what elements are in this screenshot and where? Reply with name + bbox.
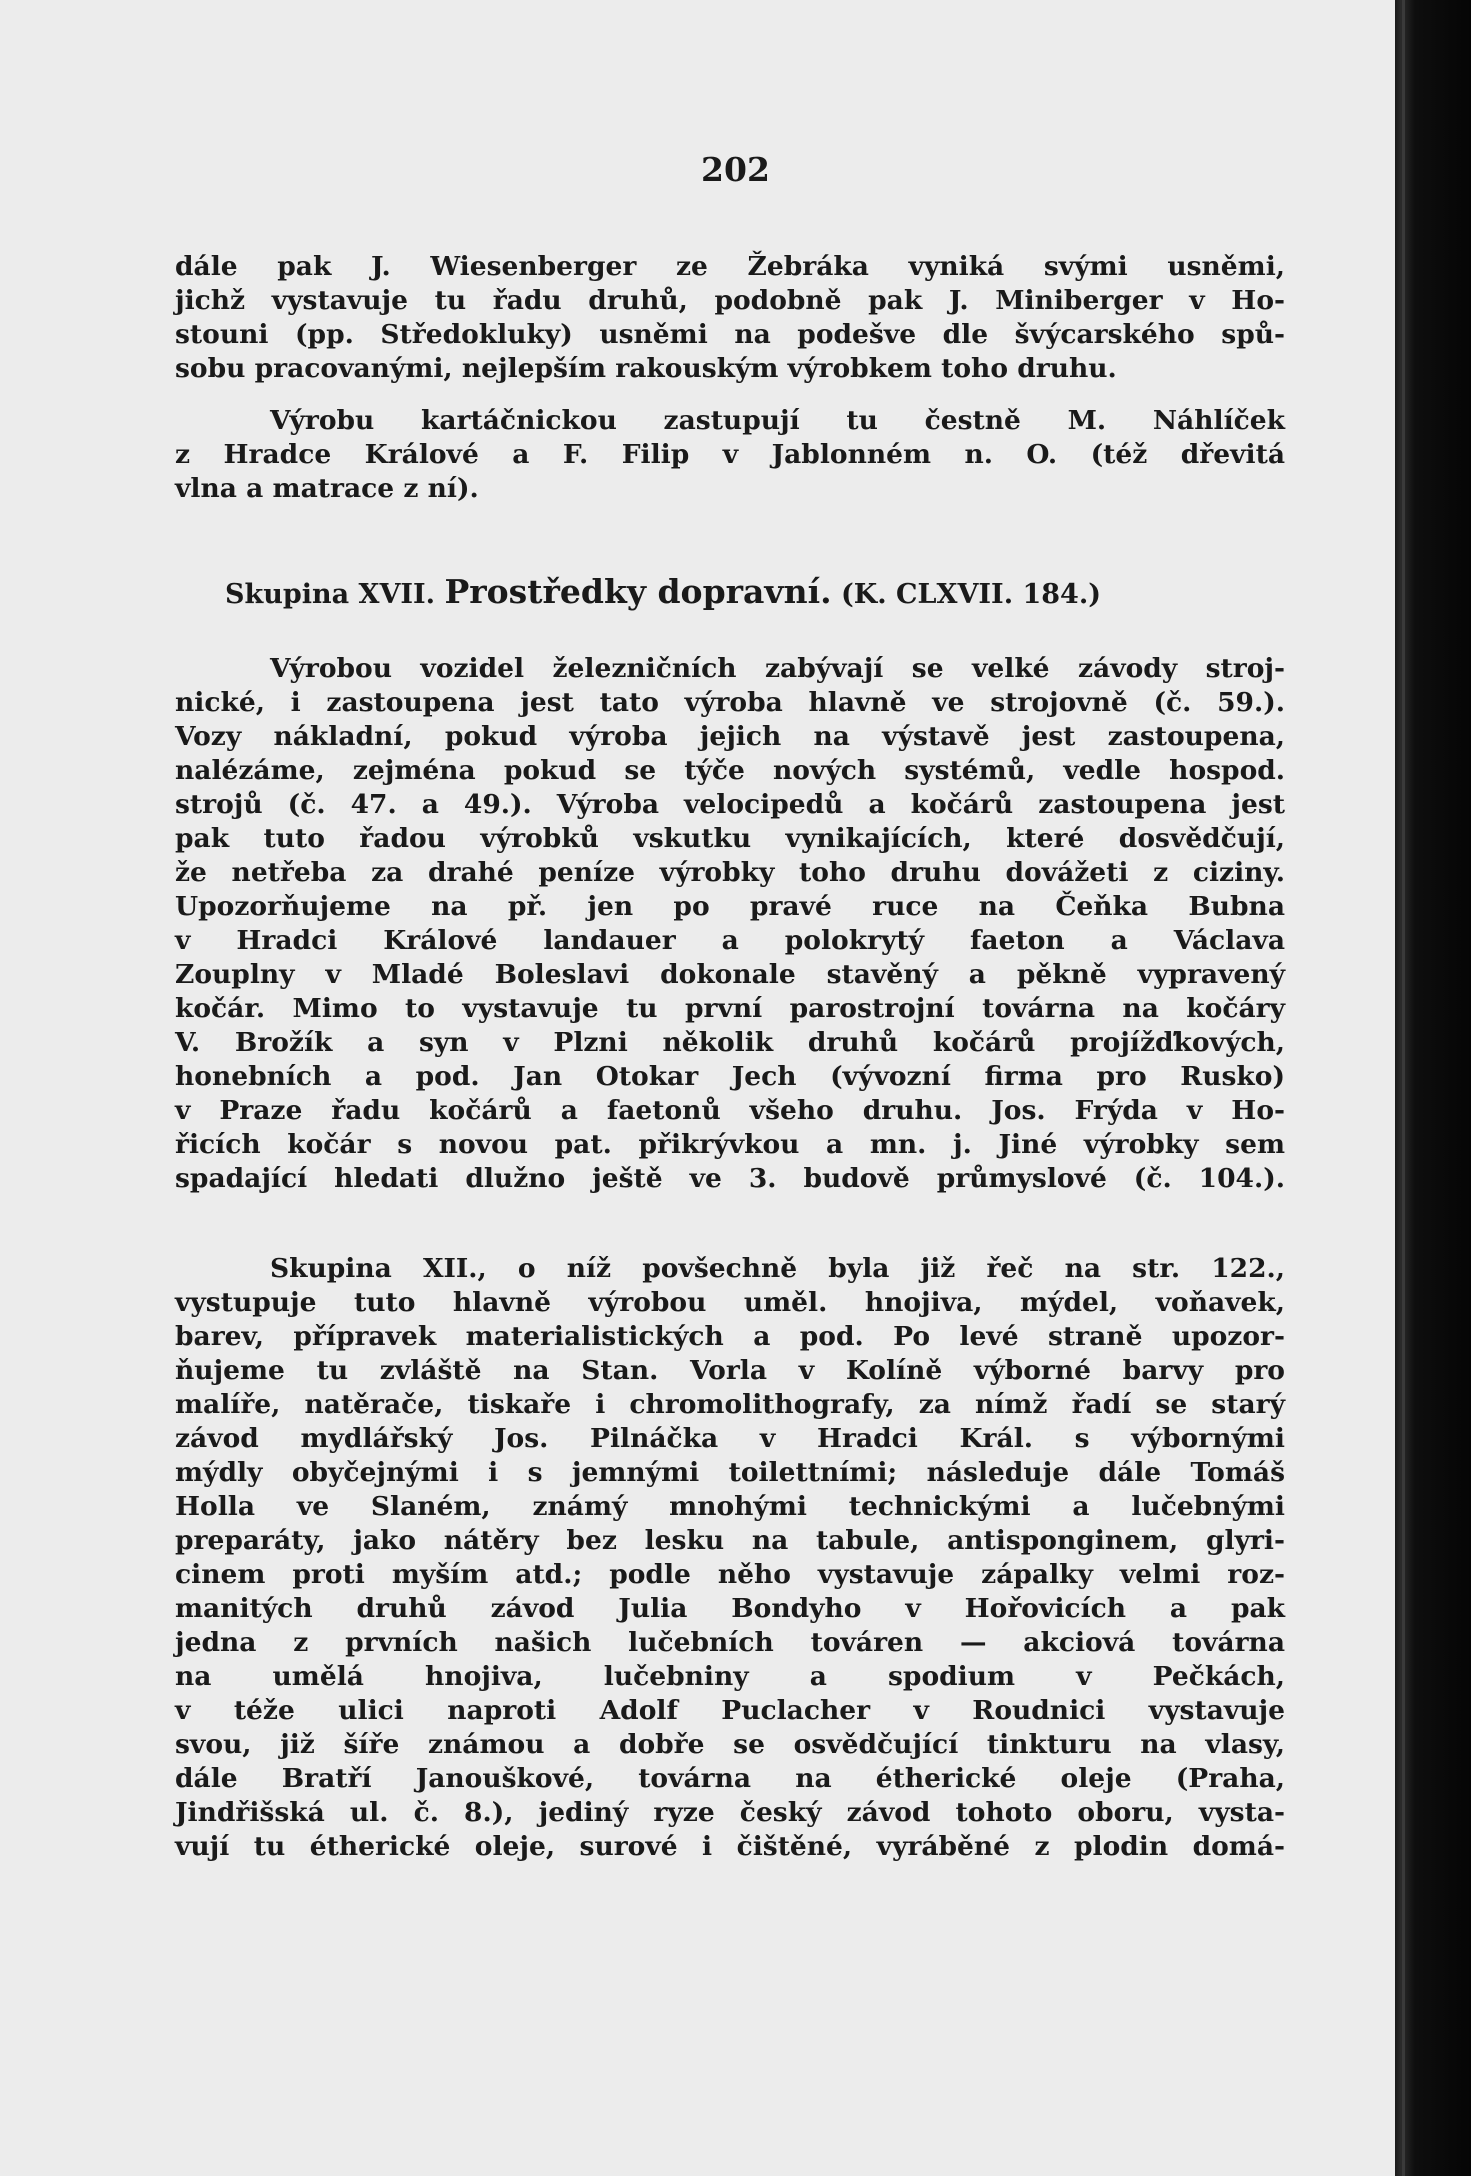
paragraph-2-line: z Hradce Králové a F. Filip v Jablonném n. O. (též dřevitá: [175, 439, 1285, 470]
paragraph-4-line: jedna z prvních našich lučebních továren — akciová továrna: [175, 1627, 1285, 1658]
paragraph-4-line: mýdly obyčejnými i s jemnými toilettními; následuje dále Tomáš: [175, 1457, 1285, 1488]
paragraph-4-line: malíře, natěrače, tiskaře i chromolithografy, za nímž řadí se starý: [175, 1389, 1285, 1420]
paragraph-3-line: Výrobou vozidel železničních zabývají se velké závody stroj-: [270, 653, 1285, 684]
heading-suffix: (K. CLXVII. 184.): [841, 579, 1102, 610]
paragraph-2-line: Výrobu kartáčnickou zastupují tu čestně M. Náhlíček: [270, 405, 1285, 436]
paragraph-4-line: vují tu étherické oleje, surové i čištěné, vyráběné z plodin domá-: [175, 1831, 1285, 1862]
paragraph-4-line: dále Bratří Janouškové, továrna na étherické oleje (Praha,: [175, 1763, 1285, 1794]
paragraph-3-line: Zouplny v Mladé Boleslavi dokonale stavěný a pěkně vypravený: [175, 959, 1285, 990]
page-edge-shadow: [1395, 0, 1471, 2176]
paragraph-3-line: kočár. Mimo to vystavuje tu první parostrojní továrna na kočáry: [175, 993, 1285, 1024]
page-edge-line: [1402, 0, 1405, 2176]
paragraph-4-line: na umělá hnojiva, lučebniny a spodium v Pečkách,: [175, 1661, 1285, 1692]
paragraph-2-line: vlna a matrace z ní).: [175, 473, 479, 504]
paragraph-4-line: v téže ulici naproti Adolf Puclacher v Roudnici vystavuje: [175, 1695, 1285, 1726]
paragraph-3-line: v Praze řadu kočárů a faetonů všeho druhu. Jos. Frýda v Ho-: [175, 1095, 1285, 1126]
page-number: 202: [701, 150, 770, 189]
paragraph-3-line: Vozy nákladní, pokud výroba jejich na výstavě jest zastoupena,: [175, 721, 1285, 752]
paragraph-3-line: řicích kočár s novou pat. přikrývkou a mn. j. Jiné výrobky sem: [175, 1129, 1285, 1160]
paragraph-4-line: Jindřišská ul. č. 8.), jediný ryze český závod tohoto oboru, vysta-: [175, 1797, 1285, 1828]
paragraph-4-line: svou, již šíře známou a dobře se osvědčující tinkturu na vlasy,: [175, 1729, 1285, 1760]
paragraph-4-line: závod mydlářský Jos. Pilnáčka v Hradci Král. s výbornými: [175, 1423, 1285, 1454]
paragraph-4-line: vystupuje tuto hlavně výrobou uměl. hnojiva, mýdel, voňavek,: [175, 1287, 1285, 1318]
paragraph-4-line: Holla ve Slaném, známý mnohými technickými a lučebnými: [175, 1491, 1285, 1522]
paragraph-3-line: Upozorňujeme na př. jen po pravé ruce na Čeňka Bubna: [175, 891, 1285, 922]
paragraph-3-line: V. Brožík a syn v Plzni několik druhů kočárů projížďkových,: [175, 1027, 1285, 1058]
paragraph-4-line: barev, přípravek materialistických a pod. Po levé straně upozor-: [175, 1321, 1285, 1352]
heading-prefix: Skupina XVII.: [225, 579, 436, 610]
paragraph-1-line: jichž vystavuje tu řadu druhů, podobně pak J. Miniberger v Ho-: [175, 285, 1285, 316]
paragraph-3-line: nické, i zastoupena jest tato výroba hlavně ve strojovně (č. 59.).: [175, 687, 1285, 718]
paragraph-3-line: v Hradci Králové landauer a polokrytý faeton a Václava: [175, 925, 1285, 956]
paragraph-3-line: pak tuto řadou výrobků vskutku vynikajících, které dosvědčují,: [175, 823, 1285, 854]
paragraph-4-line: preparáty, jako nátěry bez lesku na tabule, antisponginem, glyri-: [175, 1525, 1285, 1556]
paragraph-1-line: stouni (pp. Středokluky) usněmi na podešve dle švýcarského spů-: [175, 319, 1285, 350]
paragraph-4-line: manitých druhů závod Julia Bondyho v Hořovicích a pak: [175, 1593, 1285, 1624]
section-heading: [225, 574, 1101, 613]
paragraph-1-line: sobu pracovanými, nejlepším rakouským výrobkem toho druhu.: [175, 353, 1117, 384]
paragraph-4-line: ňujeme tu zvláště na Stan. Vorla v Kolíně výborné barvy pro: [175, 1355, 1285, 1386]
paragraph-3-line: že netřeba za drahé peníze výrobky toho druhu dovážeti z ciziny.: [175, 857, 1285, 888]
paragraph-4-line: Skupina XII., o níž povšechně byla již řeč na str. 122.,: [270, 1253, 1285, 1284]
paragraph-3-line: honebních a pod. Jan Otokar Jech (vývozní firma pro Rusko): [175, 1061, 1285, 1092]
paragraph-3-line: strojů (č. 47. a 49.). Výroba velocipedů a kočárů zastoupena jest: [175, 789, 1285, 820]
paragraph-3-line: spadající hledati dlužno ještě ve 3. budově průmyslové (č. 104.).: [175, 1163, 1285, 1194]
heading-title: Prostředky dopravní.: [444, 572, 832, 611]
paragraph-3-line: nalézáme, zejména pokud se týče nových systémů, vedle hospod.: [175, 755, 1285, 786]
paragraph-1-line: dále pak J. Wiesenberger ze Žebráka vyniká svými usněmi,: [175, 251, 1285, 282]
paragraph-4-line: cinem proti myším atd.; podle něho vystavuje zápalky velmi roz-: [175, 1559, 1285, 1590]
